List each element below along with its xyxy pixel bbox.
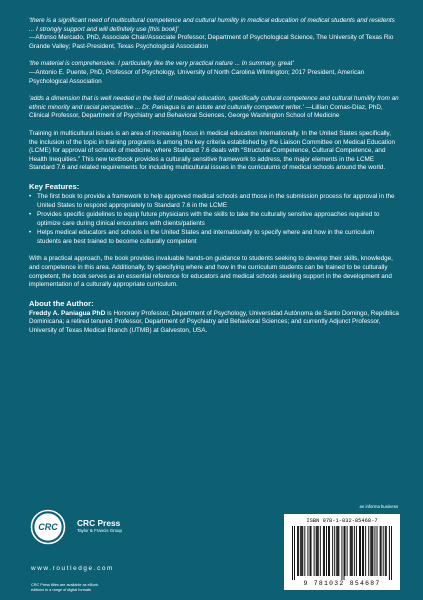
crc-press-logo-icon [30, 509, 66, 545]
barcode-bar [370, 526, 371, 576]
endorsement-3 [29, 95, 399, 121]
barcode-digits: 9 781032 854687 [303, 580, 381, 587]
publisher-name: CRC Press [77, 518, 121, 528]
author-name: Freddy A. Paniagua PhD [29, 309, 106, 317]
barcode-bar [337, 526, 338, 576]
barcode-bar [307, 526, 308, 576]
endorsement-attribution: —Antonio E. Puente, PhD, Professor of Psychology, University of North Carolina Wilmington; 2017 President, American Psychological Association [29, 68, 365, 85]
barcode-bar [301, 526, 302, 576]
summary-paragraph: With a practical approach, the book provides invaluable hands-on guidance to students seeking to develop their skills, knowledge, and competence in this area. Additionally, by specifying where and how in the curriculum students can be trained to be culturally competent, the book serves as an essential reference for educators and medical schools seeking support in the development and implementation of a culturally appropriate curriculum. [29, 255, 393, 289]
barcode-bar [332, 526, 333, 576]
endorsement-quote: 'there is a significant need of multicultural competence and cultural humility in medical education of medical students and residents ... I strongly support and will definitely use [this book]' [29, 17, 395, 33]
barcode-bar [345, 526, 346, 576]
barcode-bar [391, 526, 392, 580]
endorsement-attribution: —Alfonso Mercado, PhD, Associate Chair/Associate Professor, Department of Psychological Science, The University of Texas Rio Grande Valley; Past-President, Texas Psychological Association [29, 34, 394, 50]
barcode-bar [385, 526, 386, 576]
barcode-bar [351, 526, 352, 576]
barcode-bar [294, 526, 295, 580]
key-features-list [29, 193, 399, 247]
bullet-icon: • [29, 192, 32, 200]
barcode-bar [383, 526, 384, 576]
barcode-bar [372, 526, 373, 576]
barcode-bar [347, 526, 348, 576]
barcode-bar [298, 526, 299, 576]
barcode-bar [297, 526, 298, 576]
barcode-bar [328, 526, 329, 576]
barcode-bar [374, 526, 375, 576]
barcode-bar [302, 526, 303, 576]
barcode-bar [316, 526, 317, 576]
cover-text [29, 17, 399, 336]
publisher-group: Taylor & Francis Group [77, 528, 122, 533]
key-features-heading: Key Features: [29, 181, 80, 191]
barcode-bar [360, 526, 361, 576]
barcode-bar [329, 526, 330, 576]
cover-footer [0, 494, 423, 600]
barcode-bar [365, 526, 366, 576]
barcode-bar [389, 526, 390, 580]
author-bio-text: is Honorary Professor, Department of Psychology, Universidad Autónoma de Santo Domingo, República Dominicana; a retired tenured Professor, Department of Psychiatry and Behavioral Sciences; and currently Adjunct Professor, University of Texas Medical Branch (UTMB) at Galveston, USA. [29, 309, 399, 335]
endorsement-quote: 'adds a dimension that is well needed in the field of medical education, specifically cultural competence and cultural humility from an ethnic minority and racial perspective ... Dr. Paniagua is an astute and culturally competent writer.' [29, 95, 399, 111]
list-item: • Helps medical educators and schools in the United States and internationally to specify where and how in the curriculum students are best trained to become culturally competent [29, 229, 375, 245]
barcode-bar [300, 526, 301, 576]
endorsement-attribution: —Lillian Comas-Díaz, PhD, Clinical Professor, Department of Psychiatry and Behavioral Sciences, George Washington School of Medicine [29, 103, 383, 120]
about-author-heading: About the Author: [29, 298, 94, 308]
ebook-note: CRC Press titles are available as eBook editions in a range of digital formats [31, 583, 99, 592]
barcode-bar [377, 526, 378, 576]
imprint-text: an informa business [359, 504, 398, 509]
barcode-bar [304, 526, 305, 576]
barcode-bar [310, 526, 311, 576]
endorsement-1 [29, 17, 399, 51]
barcode-bars-icon [292, 526, 392, 580]
barcode-bar [359, 526, 360, 576]
barcode-bar [338, 526, 339, 576]
barcode-bar [292, 526, 293, 580]
publisher-brand [77, 518, 122, 534]
endorsement-quote: 'the material is comprehensive. I particularly like the very practical nature ... In summary, great' [29, 60, 294, 68]
barcode-bar [336, 526, 337, 576]
barcode-bar [386, 526, 387, 576]
isbn-number: ISBN 978-1-032-85468-7 [306, 518, 378, 524]
publisher-url: www.routledge.com [31, 565, 114, 572]
barcode-bar [314, 526, 315, 576]
barcode-bar [368, 526, 369, 576]
author-bio [29, 310, 399, 336]
endorsement-2 [29, 60, 399, 86]
barcode-bar [350, 526, 351, 576]
barcode-bar [320, 526, 321, 576]
barcode-bar [311, 526, 312, 576]
bullet-icon: • [29, 211, 32, 219]
barcode-bar [318, 526, 319, 576]
barcode-bar [363, 526, 364, 576]
barcode-bar [324, 526, 325, 576]
barcode-bar [356, 526, 357, 576]
barcode-bar [334, 526, 335, 576]
barcode-bar [380, 526, 381, 576]
barcode-bar [326, 526, 327, 576]
intro-paragraph: Training in multicultural issues is an area of increasing focus in medical education internationally. In the United States specifically, the inclusion of the topic in training programs is among the key criteria established by the Liaison Committee on Medical Education (LCME) for approval of schools of medicine, where Standard 7.6 deals with “Structural Competence, Cultural Competence, and Health Inequities.” This new textbook provides a culturally sensitive framework to address, the major elements in the LCME Standard 7.6 and related requirements for including multicultural issues in the curriculums of medical schools around the world. [29, 129, 396, 172]
barcode-bar [371, 526, 372, 576]
barcode-bar [352, 526, 353, 576]
barcode-bar [317, 526, 318, 576]
barcode-bar [341, 526, 342, 580]
barcode-bar [344, 526, 345, 580]
logo-lettering: CRC [38, 522, 58, 532]
list-item: • The first book to provide a framework to help approved medical schools and those in the submission process for approval in the United States to respond appropriately to Standard 7.6 in the LCME [29, 192, 395, 209]
barcode-bar [323, 526, 324, 576]
isbn-barcode [284, 504, 400, 590]
barcode-bar [381, 526, 382, 576]
barcode-bar [362, 526, 363, 576]
barcode-bar [354, 526, 355, 576]
bullet-icon: • [29, 229, 32, 237]
list-item: • Provides specific guidelines to equip future physicians with the skills to take the culturally sensitive approaches required to optimize care during clinical encounters with clients/patients [29, 211, 380, 227]
